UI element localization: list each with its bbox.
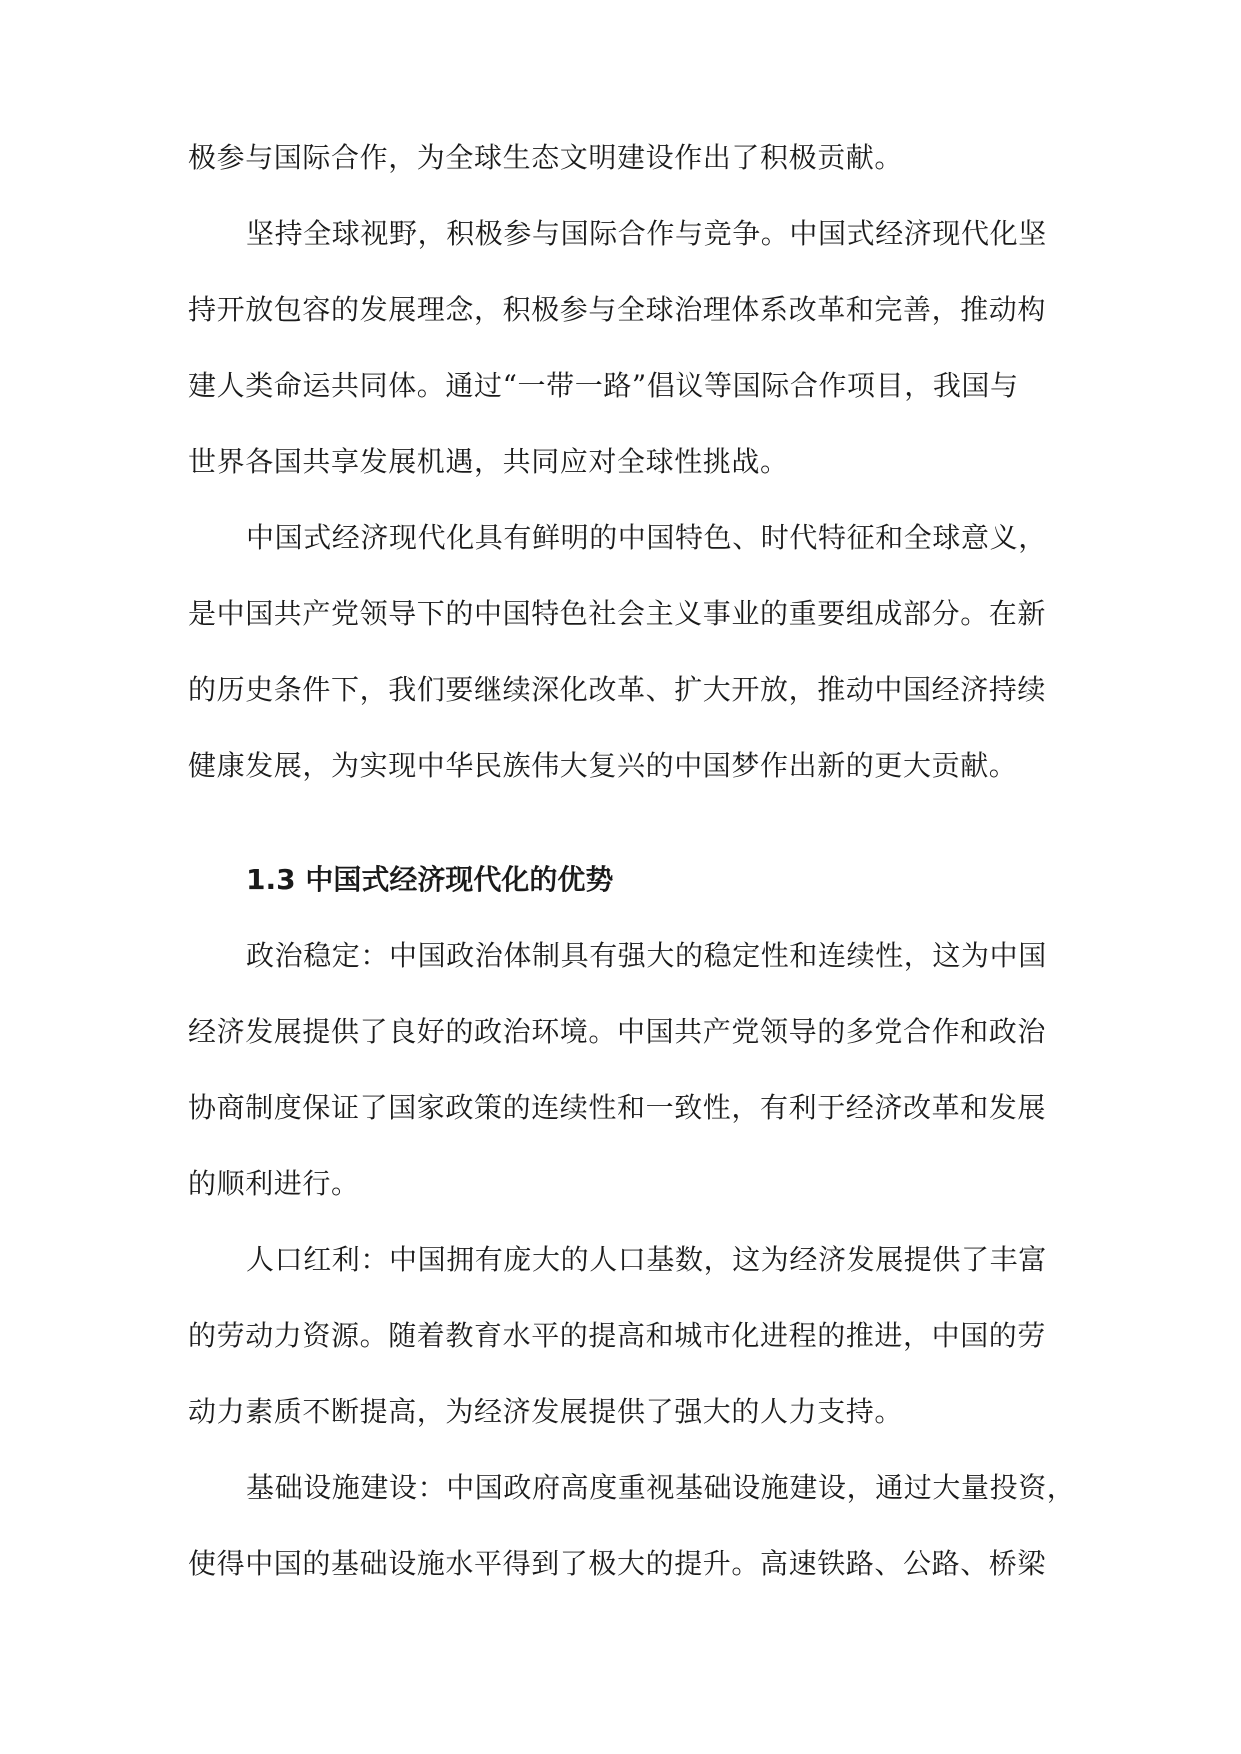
paragraph-line: 经济发展提供了良好的政治环境。中国共产党领导的多党合作和政治	[188, 1015, 1047, 1048]
paragraph-line: 建人类命运共同体。通过“一带一路”倡议等国际合作项目，我国与	[188, 369, 1019, 402]
paragraph-line: 中国式经济现代化具有鲜明的中国特色、时代特征和全球意义，	[246, 521, 1047, 554]
paragraph-line: 政治稳定：中国政治体制具有强大的稳定性和连续性，这为中国	[246, 939, 1047, 972]
paragraph-line: 的劳动力资源。随着教育水平的提高和城市化进程的推进，中国的劳	[188, 1319, 1047, 1352]
paragraph-line: 持开放包容的发展理念，积极参与全球治理体系改革和完善，推动构	[188, 293, 1047, 326]
paragraph-line: 的顺利进行。	[188, 1167, 360, 1200]
paragraph-line: 的历史条件下，我们要继续深化改革、扩大开放，推动中国经济持续	[188, 673, 1047, 706]
paragraph-line: 使得中国的基础设施水平得到了极大的提升。高速铁路、公路、桥梁	[188, 1547, 1047, 1580]
paragraph-line: 是中国共产党领导下的中国特色社会主义事业的重要组成部分。在新	[188, 597, 1047, 630]
paragraph-line: 人口红利：中国拥有庞大的人口基数，这为经济发展提供了丰富	[246, 1243, 1047, 1276]
paragraph-line: 健康发展，为实现中华民族伟大复兴的中国梦作出新的更大贡献。	[188, 749, 1018, 782]
paragraph-line: 极参与国际合作，为全球生态文明建设作出了积极贡献。	[188, 141, 904, 174]
paragraph-line: 坚持全球视野，积极参与国际合作与竞争。中国式经济现代化坚	[246, 217, 1047, 250]
paragraph-line: 协商制度保证了国家政策的连续性和一致性，有利于经济改革和发展	[188, 1091, 1047, 1124]
paragraph-line: 动力素质不断提高，为经济发展提供了强大的人力支持。	[188, 1395, 904, 1428]
section-heading: 1.3 中国式经济现代化的优势	[246, 863, 614, 896]
paragraph-line: 世界各国共享发展机遇，共同应对全球性挑战。	[188, 445, 789, 478]
paragraph-line: 基础设施建设：中国政府高度重视基础设施建设，通过大量投资，	[246, 1471, 1076, 1504]
